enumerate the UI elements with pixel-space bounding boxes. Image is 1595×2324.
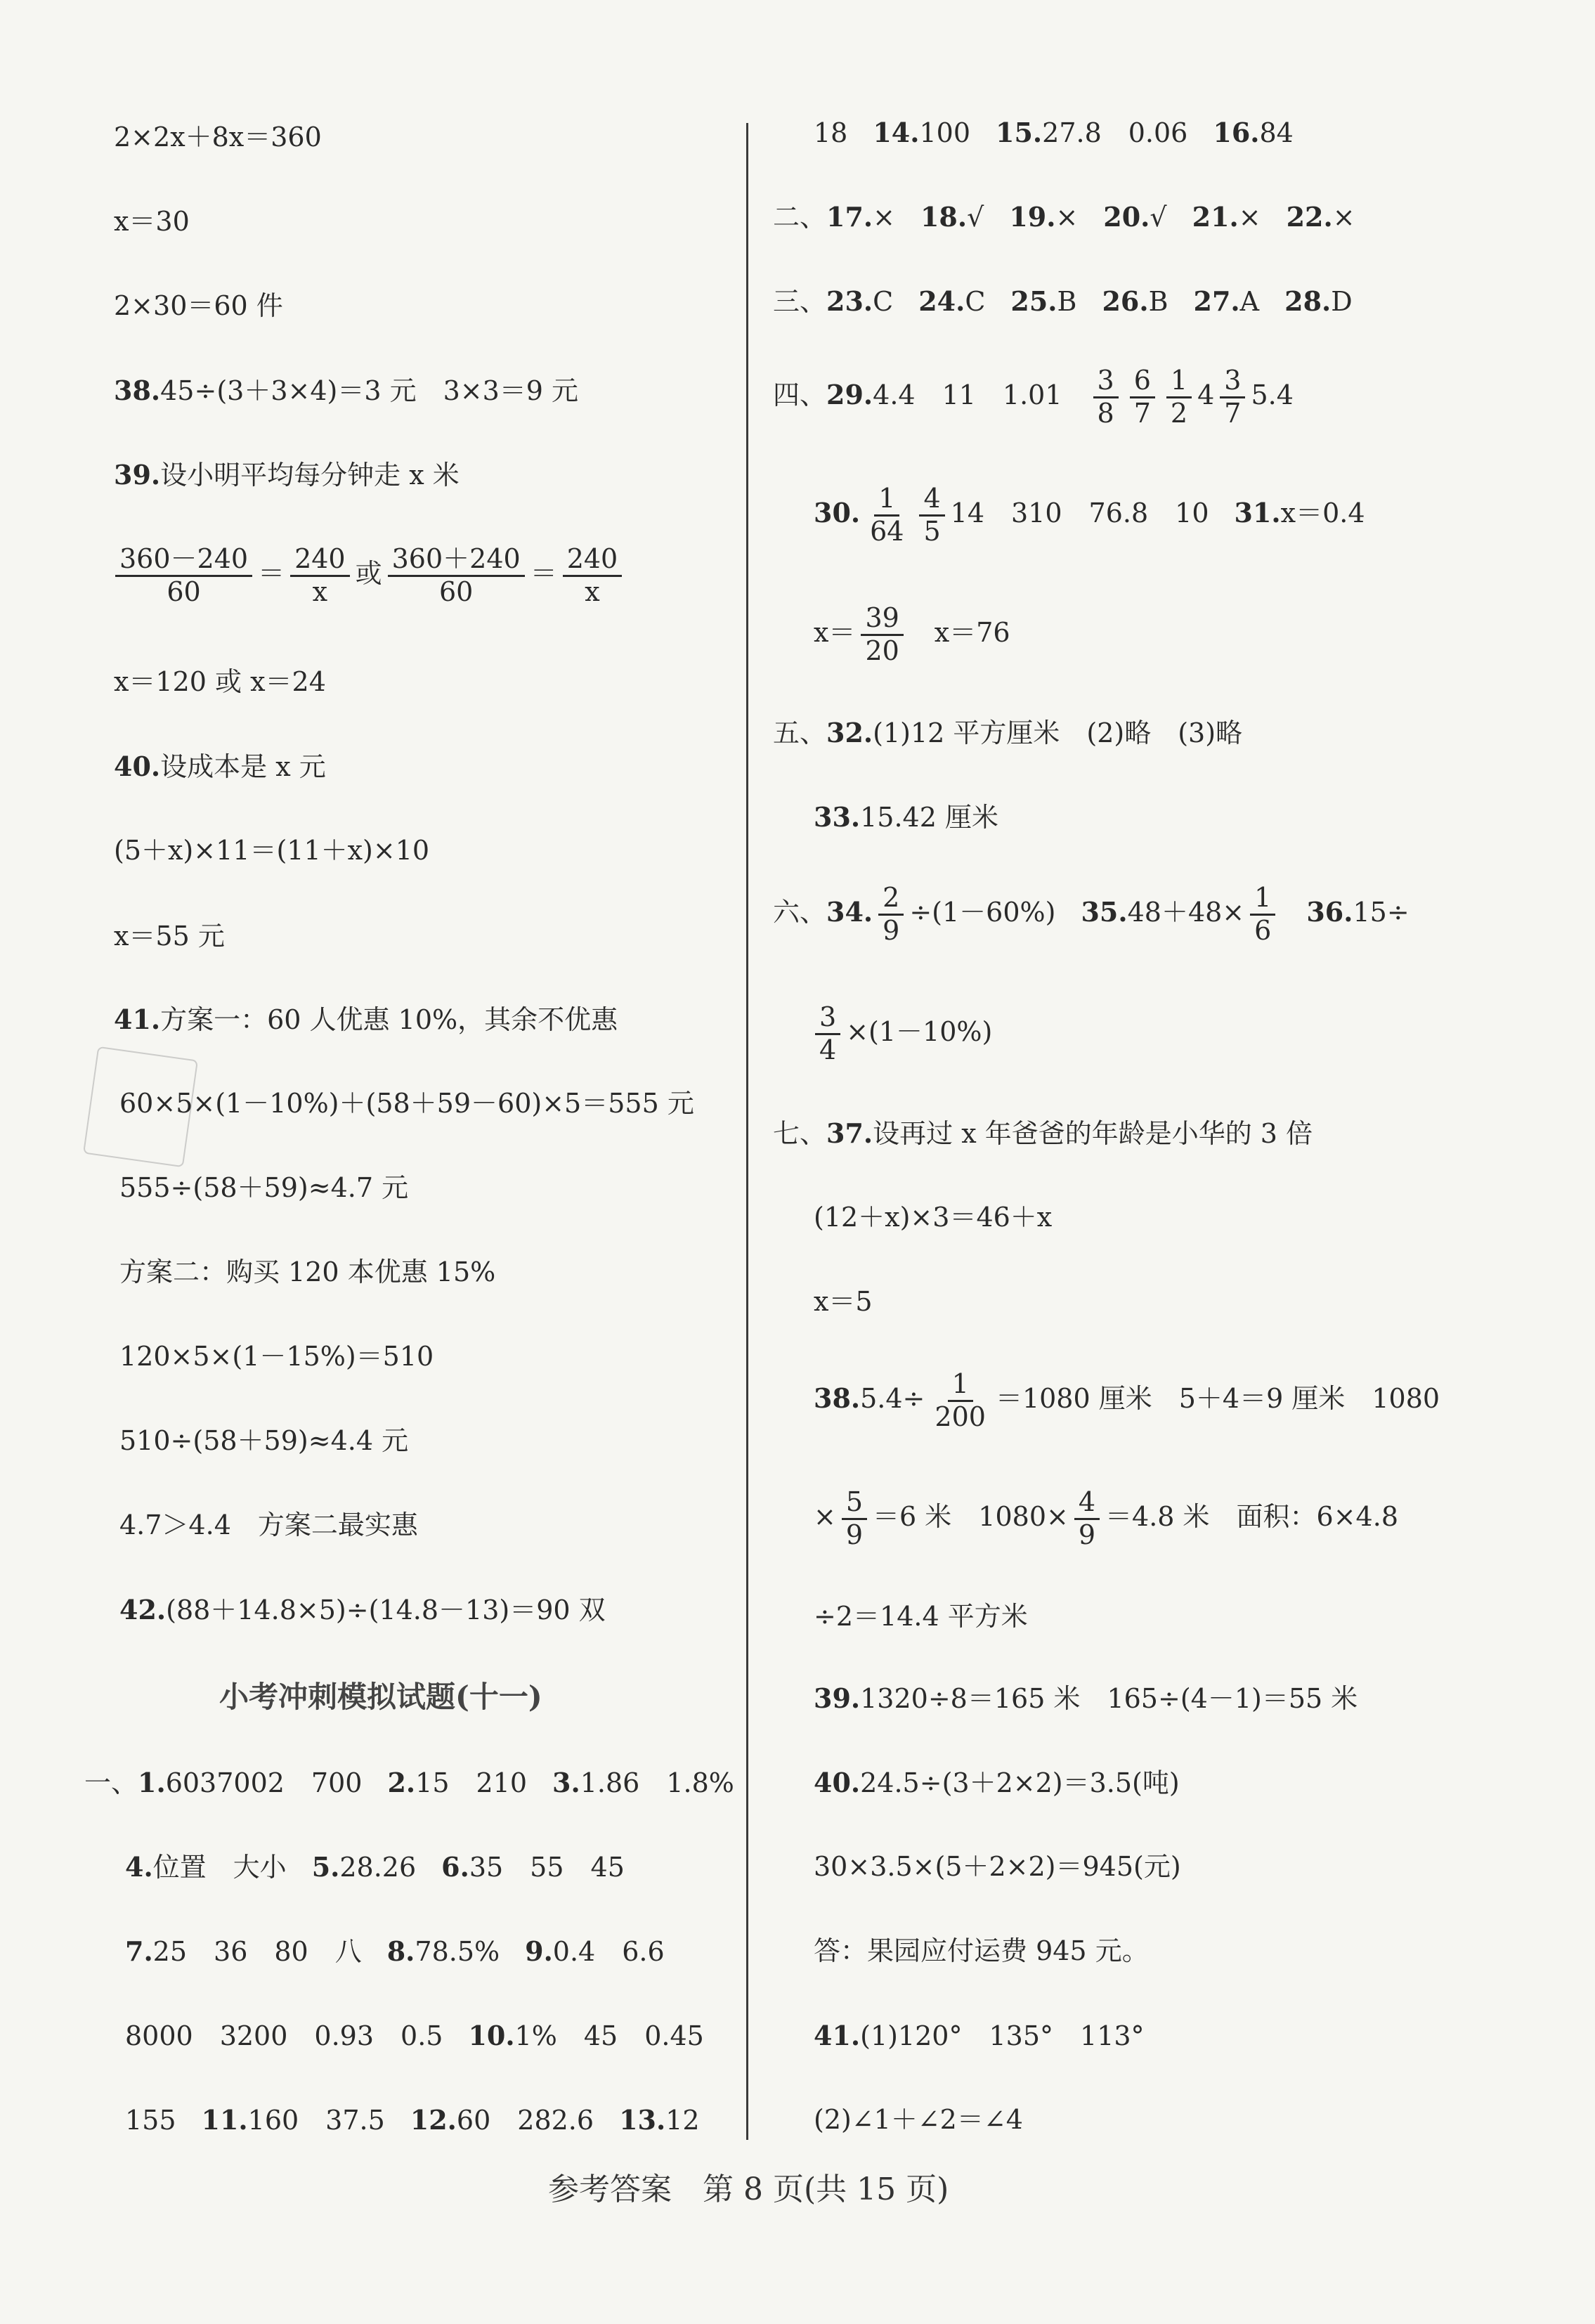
answer-text: (88＋14.8×5)÷(14.8－13)＝90 双 bbox=[166, 1595, 606, 1625]
answer-line: 2×30＝60 件 bbox=[114, 290, 283, 321]
answer-line: $\frac{3}{4}$ ×(1－10%) bbox=[809, 1004, 992, 1065]
answer-41 bbox=[114, 1004, 618, 1037]
answer-line: 一、1.6037002 700 2.15 210 3.1.86 1.8% bbox=[84, 1767, 734, 1798]
answer-line: 120×5×(1－15%)＝510 bbox=[119, 1341, 434, 1372]
answer-line: 4.7＞4.4 方案二最实惠 bbox=[119, 1510, 418, 1540]
answer-line: 七、37.设再过 x 年爸爸的年龄是小华的 3 倍 bbox=[773, 1117, 1313, 1149]
question-number: 38. bbox=[114, 375, 161, 406]
fraction: $\frac{360-240}{60}$ bbox=[115, 545, 252, 606]
answer-line: 39.1320÷8＝165 米 165÷(4－1)＝55 米 bbox=[814, 1682, 1358, 1714]
answer-line: 答：果园应付运费 945 元。 bbox=[814, 1935, 1149, 1966]
answer-line: 30. $\frac{1}{64}$ $\frac{4}{5}$ 14 310 76.8 10 31.x＝0.4 bbox=[814, 483, 1365, 547]
answer-line: 二、17.× 18.√ 19.× 20.√ 21.× 22.× bbox=[773, 201, 1355, 233]
question-number: 41. bbox=[114, 1004, 161, 1035]
answer-text: 方案一：60 人优惠 10%，其余不优惠 bbox=[160, 1004, 618, 1035]
question-number: 40. bbox=[114, 751, 161, 782]
answer-line: 30×3.5×(5＋2×2)＝945(元) bbox=[814, 1851, 1181, 1882]
section-title: 小考冲刺模拟试题(十一) bbox=[219, 1680, 542, 1714]
answer-line: 方案二：购买 120 本优惠 15% bbox=[119, 1257, 496, 1287]
fraction: $\frac{240}{x}$ bbox=[290, 545, 350, 606]
answer-line: 33.15.42 厘米 bbox=[814, 801, 998, 833]
answer-line: 六、34. $\frac{2}{9}$ ÷(1－60%) 35.48＋48× $\frac{1}{6}$ 36.15÷ bbox=[773, 882, 1410, 946]
answer-39 bbox=[114, 459, 460, 492]
fraction: $\frac{240}{x}$ bbox=[563, 545, 623, 606]
answer-line: 510÷(58＋59)≈4.4 元 bbox=[119, 1425, 409, 1456]
answer-line: (12＋x)×3＝46＋x bbox=[814, 1202, 1053, 1233]
answer-text: 45÷(3＋3×4)＝3 元 3×3＝9 元 bbox=[160, 375, 579, 406]
fraction-equation: $\frac{360-240}{60}$ ＝ $\frac{240}{x}$ 或 $\frac{360+240}{60}$ ＝ $\frac{240}{x}$ bbox=[110, 545, 627, 606]
answer-40 bbox=[114, 751, 326, 784]
answer-line: 4.位置 大小 5.28.26 6.35 55 45 bbox=[125, 1851, 625, 1883]
question-number: 42. bbox=[119, 1594, 167, 1625]
answer-line: 五、32.(1)12 平方厘米 (2)略 (3)略 bbox=[773, 717, 1243, 748]
answer-line: 18 14.100 15.27.8 0.06 16.84 bbox=[814, 117, 1294, 148]
answer-line: 155 11.160 37.5 12.60 282.6 13.12 bbox=[125, 2104, 700, 2136]
column-divider bbox=[746, 123, 748, 2140]
answer-line: x＝ $\frac{39}{20}$ x＝76 bbox=[814, 602, 1010, 666]
answer-text: 设成本是 x 元 bbox=[160, 751, 326, 782]
page-footer: 参考答案 第 8 页(共 15 页) bbox=[548, 2172, 949, 2207]
question-number: 39. bbox=[114, 459, 161, 491]
answer-line: 38.5.4÷ $\frac{1}{200}$ ＝1080 厘米 5＋4＝9 厘米 1080 bbox=[814, 1368, 1440, 1432]
answer-line: 四、29.4.4 11 1.01 $\frac{3}{8}$ $\frac{6}{7}$ $\frac{1}{2}$ 4 $\frac{3}{7}$ 5.4 bbox=[773, 365, 1294, 429]
answer-line: x＝120 或 x＝24 bbox=[114, 666, 326, 697]
answer-line: (5＋x)×11＝(11＋x)×10 bbox=[114, 835, 430, 866]
answer-line: x＝55 元 bbox=[114, 921, 225, 952]
answer-42 bbox=[119, 1594, 606, 1627]
answer-line: 2×2x＋8x＝360 bbox=[114, 122, 322, 152]
answer-line: 三、23.C 24.C 25.B 26.B 27.A 28.D bbox=[773, 285, 1353, 317]
answer-38 bbox=[114, 375, 578, 408]
answer-line: × $\frac{5}{9}$ ＝6 米 1080× $\frac{4}{9}$ ＝4.8 米 面积：6×4.8 bbox=[814, 1486, 1398, 1550]
answer-line: x＝30 bbox=[114, 206, 190, 237]
answer-line: x＝5 bbox=[814, 1286, 873, 1317]
answer-line: (2)∠1＋∠2＝∠4 bbox=[814, 2104, 1023, 2135]
answer-line: 8000 3200 0.93 0.5 10.1% 45 0.45 bbox=[125, 2020, 704, 2051]
answer-line: 60×5×(1－10%)＋(58＋59－60)×5＝555 元 bbox=[119, 1088, 694, 1119]
answer-line: 40.24.5÷(3＋2×2)＝3.5(吨) bbox=[814, 1767, 1180, 1798]
answer-line: 7.25 36 80 八 8.78.5% 9.0.4 6.6 bbox=[125, 1935, 665, 1967]
fraction: $\frac{360+240}{60}$ bbox=[388, 545, 525, 606]
answer-line: 41.(1)120° 135° 113° bbox=[814, 2020, 1145, 2051]
answer-line: 555÷(58＋59)≈4.7 元 bbox=[119, 1172, 409, 1203]
answer-line: ÷2＝14.4 平方米 bbox=[814, 1601, 1028, 1632]
answer-text: 设小明平均每分钟走 x 米 bbox=[160, 460, 460, 491]
